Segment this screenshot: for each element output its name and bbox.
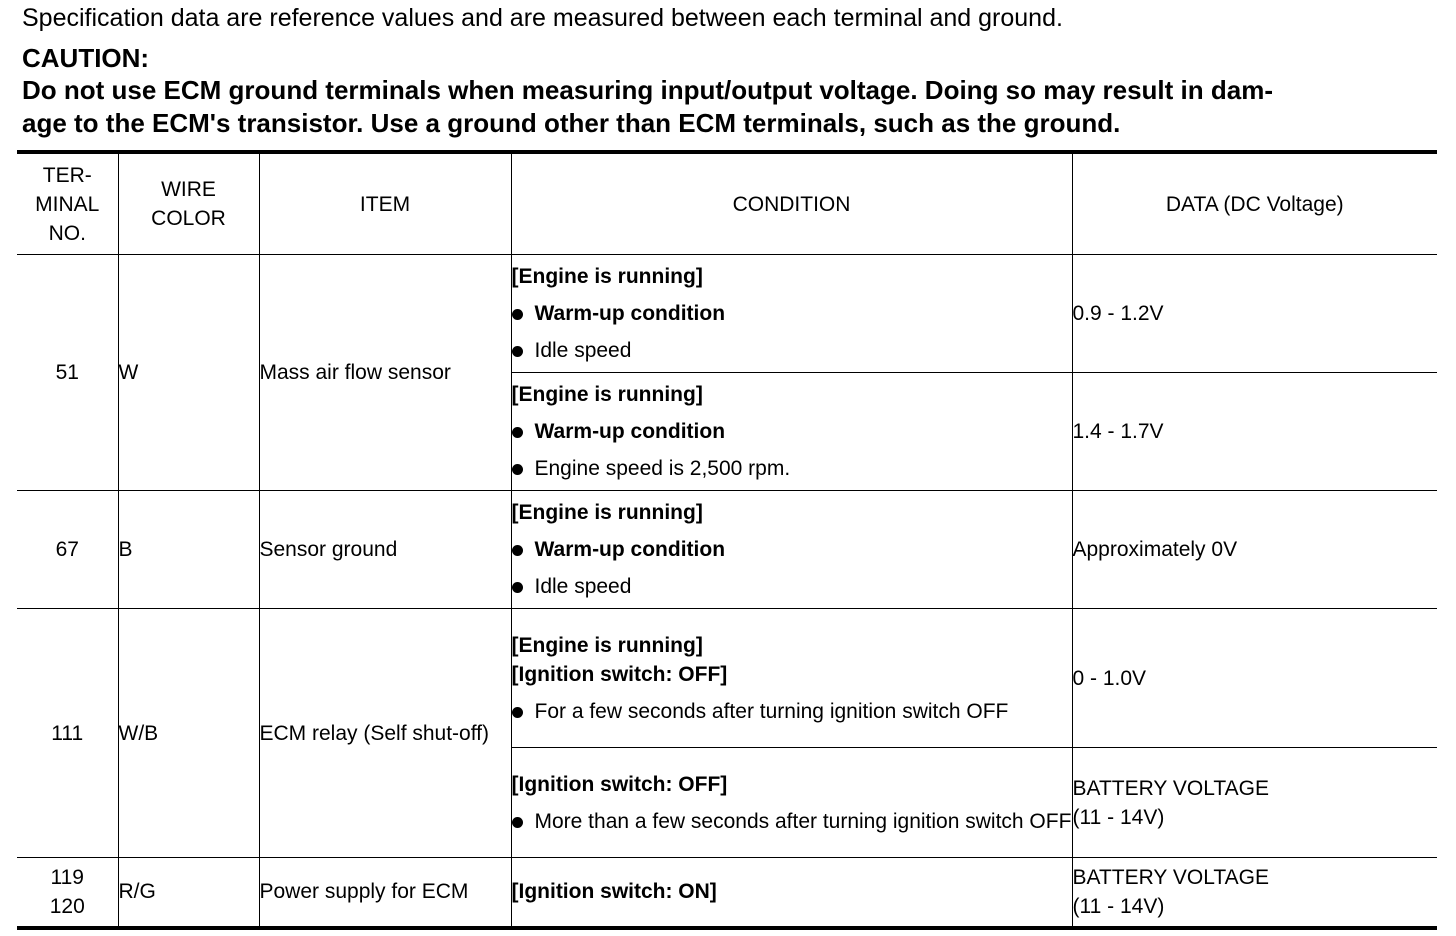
bullet-dot-icon (512, 707, 523, 718)
condition-head: [Ignition switch: ON] (511, 880, 717, 904)
condition-bullet: Engine speed is 2,500 rpm. (512, 454, 1072, 483)
data-value: 0 - 1.0V (1072, 609, 1437, 748)
data-value: 0.9 - 1.2V (1072, 255, 1437, 373)
condition-head: [Engine is running] (511, 383, 703, 406)
item-name: Sensor ground (259, 491, 511, 609)
condition-bullet: For a few seconds after turning ignition switch OFF (512, 697, 1072, 726)
condition-head: [Engine is running] (511, 633, 703, 657)
table-row (17, 491, 1437, 609)
item-name: Power supply for ECM (259, 858, 511, 928)
terminal-no: 119 120 (17, 858, 118, 928)
caution-text (22, 74, 1432, 140)
condition-bullet: Warm-up condition (512, 417, 1072, 446)
condition-bullet: Warm-up condition (512, 535, 1072, 564)
wire-color: B (118, 491, 259, 609)
terminal-no: 51 (17, 255, 118, 491)
table-row (17, 255, 1437, 373)
condition-bullet: Idle speed (512, 572, 1072, 601)
condition-cell (511, 373, 1072, 491)
data-value: BATTERY VOLTAGE (11 - 14V) (1072, 858, 1437, 928)
terminal-spec-table (17, 150, 1437, 930)
caution-title: CAUTION: (22, 43, 150, 73)
condition-cell (511, 858, 1072, 928)
header-condition: CONDITION (511, 152, 1072, 255)
condition-head-2: [Ignition switch: OFF] (511, 662, 728, 686)
table-header-row (17, 152, 1437, 255)
caution-line-2: age to the ECM's transistor. Use a ground other than ECM terminals, such as the ground. (22, 108, 1121, 138)
condition-cell (511, 255, 1072, 373)
condition-head: [Engine is running] (511, 501, 703, 524)
spec-intro-text: Specification data are reference values and are measured between each terminal and ground. (22, 4, 1063, 32)
header-wire-color: WIRE COLOR (118, 152, 259, 255)
item-name: ECM relay (Self shut-off) (259, 609, 511, 858)
bullet-dot-icon (512, 545, 523, 556)
condition-bullet: Idle speed (512, 336, 1072, 365)
condition-cell (511, 748, 1072, 858)
header-item: ITEM (259, 152, 511, 255)
bullet-dot-icon (512, 427, 523, 438)
bullet-dot-icon (512, 346, 523, 357)
table-row (17, 858, 1437, 928)
wire-color: R/G (118, 858, 259, 928)
condition-bullet: More than a few seconds after turning ignition switch OFF (512, 807, 1072, 836)
condition-head: [Ignition switch: OFF] (511, 772, 728, 796)
terminal-no: 111 (17, 609, 118, 858)
bullet-dot-icon (512, 464, 523, 475)
data-value: Approximately 0V (1072, 491, 1437, 609)
condition-cell (511, 609, 1072, 748)
data-value: BATTERY VOLTAGE (11 - 14V) (1072, 748, 1437, 858)
caution-line-1: Do not use ECM ground terminals when measuring input/output voltage. Doing so may result in dam- (22, 75, 1273, 105)
terminal-no: 67 (17, 491, 118, 609)
header-data: DATA (DC Voltage) (1072, 152, 1437, 255)
table-row (17, 609, 1437, 748)
wire-color: W (118, 255, 259, 491)
wire-color: W/B (118, 609, 259, 858)
bullet-dot-icon (512, 582, 523, 593)
data-value: 1.4 - 1.7V (1072, 373, 1437, 491)
condition-cell (511, 491, 1072, 609)
header-terminal-no: TER- MINAL NO. (17, 152, 118, 255)
bullet-dot-icon (512, 817, 523, 828)
condition-bullet: Warm-up condition (512, 299, 1072, 328)
bullet-dot-icon (512, 309, 523, 320)
condition-head: [Engine is running] (511, 265, 703, 288)
item-name: Mass air flow sensor (259, 255, 511, 491)
